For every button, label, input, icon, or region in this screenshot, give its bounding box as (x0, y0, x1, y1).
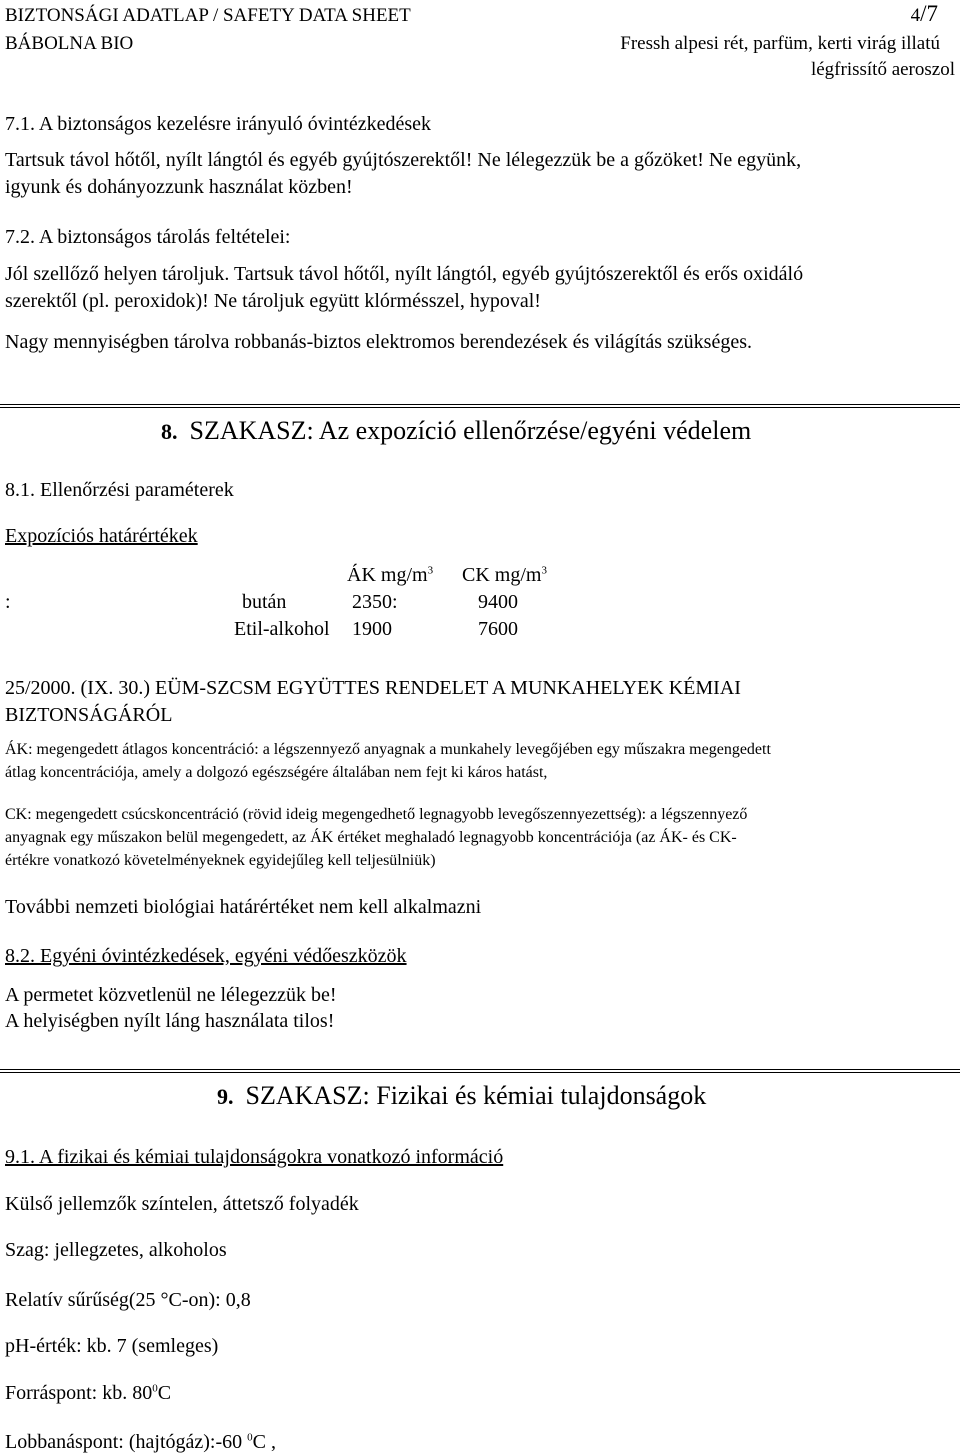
page-number: 4/7 (910, 1, 938, 26)
appearance-property: Külső jellemzők színtelen, áttetsző folyadék (5, 1193, 359, 1215)
section-7-2-text-line3: Nagy mennyiségben tárolva robbanás-biztos elektromos berendezések és világítás szükséges. (5, 331, 752, 353)
section-9-divider (0, 1069, 960, 1073)
company-name: BÁBOLNA BIO (5, 33, 134, 54)
limits-row-ak: 2350: (352, 591, 398, 613)
exposure-limits-subtitle: Expozíciós határértékek (5, 525, 198, 547)
section-8-2-text-line2: A helyiségben nyílt láng használata tilos! (5, 1010, 335, 1032)
limits-header-ak: ÁK $mg/m^3$ (347, 564, 434, 586)
boiling-point-property: Forráspont: kb. $80^0C$ (5, 1382, 172, 1404)
section-9-heading: 9. SZAKASZ: Fizikai és kémiai tulajdonságok (217, 1081, 707, 1110)
section-7-2-text-line1: Jól szellőző helyen tároljuk. Tartsuk távol hőtől, nyílt lángtól, egyéb gyújtószerektől és erős oxidáló (5, 263, 804, 285)
decree-line1: 25/2000. (IX. 30.) EÜM-SZCSM EGYÜTTES RENDELET A MUNKAHELYEK KÉMIAI (5, 677, 741, 699)
limits-row-name: bután (242, 591, 287, 613)
product-name: Fressh alpesi rét, parfüm, kerti virág illatú (620, 33, 940, 54)
ck-definition-line3: értékre vonatkozó követelményeknek egyidejűleg kell teljesülniük) (5, 852, 436, 869)
ak-definition-line2: átlag koncentrációja, amely a dolgozó egészségére általában nem fejt ki káros hatást, (5, 764, 548, 781)
ph-property: pH-érték: kb. 7 (semleges) (5, 1335, 219, 1357)
section-7-1-title: 7.1. A biztonságos kezelésre irányuló óvintézkedések (5, 113, 431, 135)
section-8-2-text-line1: A permetet közvetlenül ne lélegezzük be! (5, 984, 337, 1006)
section-7-2-title: 7.2. A biztonságos tárolás feltételei: (5, 226, 291, 248)
section-7-2-text-line2: szerektől (pl. peroxidok)! Ne tároljuk együtt klórmésszel, hypoval! (5, 290, 541, 312)
section-8-2-title: 8.2. Egyéni óvintézkedések, egyéni védőeszközök (5, 945, 407, 967)
density-property: Relatív sűrűség(25 °C-on): 0,8 (5, 1289, 251, 1311)
section-8-heading: 8. SZAKASZ: Az expozíció ellenőrzése/egyéni védelem (161, 416, 752, 445)
product-type: légfrissítő aeroszol (810, 59, 955, 80)
ck-definition-line1: CK: megengedett csúcskoncentráció (rövid ideig megengedhető legnagyobb levegőszennyezettség): a légszennyező (5, 806, 748, 823)
flash-point-property: Lobbanáspont: (hajtógáz):-60 $^0$C , (5, 1431, 276, 1453)
decree-line2: BIZTONSÁGÁRÓL (5, 704, 173, 726)
section-7-1-text-line1: Tartsuk távol hőtől, nyílt lángtól és egyéb gyújtószerektől! Ne lélegezzük be a gőzöket! Ne együnk, (5, 149, 802, 171)
section-8-1-title: 8.1. Ellenőrzési paraméterek (5, 479, 234, 501)
limits-header-ck: CK $mg/m^3$ (462, 564, 547, 586)
document-header-title: BIZTONSÁGI ADATLAP / SAFETY DATA SHEET (5, 5, 411, 26)
section-7-1-text-line2: igyunk és dohányozzunk használat közben! (5, 176, 353, 198)
limits-row-ck: 9400 (478, 591, 518, 613)
limits-row-ck: 7600 (478, 618, 518, 640)
limits-row-ak: 1900 (352, 618, 392, 640)
limits-colon: : (5, 591, 11, 613)
section-8-divider (0, 404, 960, 408)
odor-property: Szag: jellegzetes, alkoholos (5, 1239, 227, 1261)
biological-limits-note: További nemzeti biológiai határértéket nem kell alkalmazni (5, 896, 482, 918)
section-9-1-title: 9.1. A fizikai és kémiai tulajdonságokra vonatkozó információ (5, 1146, 504, 1168)
ck-definition-line2: anyagnak egy műszakon belül megengedett, az ÁK értéket meghaladó legnagyobb koncentrációja (az ÁK- és CK- (5, 829, 737, 846)
limits-row-name: Etil-alkohol (234, 618, 330, 640)
ak-definition-line1: ÁK: megengedett átlagos koncentráció: a légszennyező anyagnak a munkahely levegőjében egy műszakra megengedett (5, 741, 771, 758)
